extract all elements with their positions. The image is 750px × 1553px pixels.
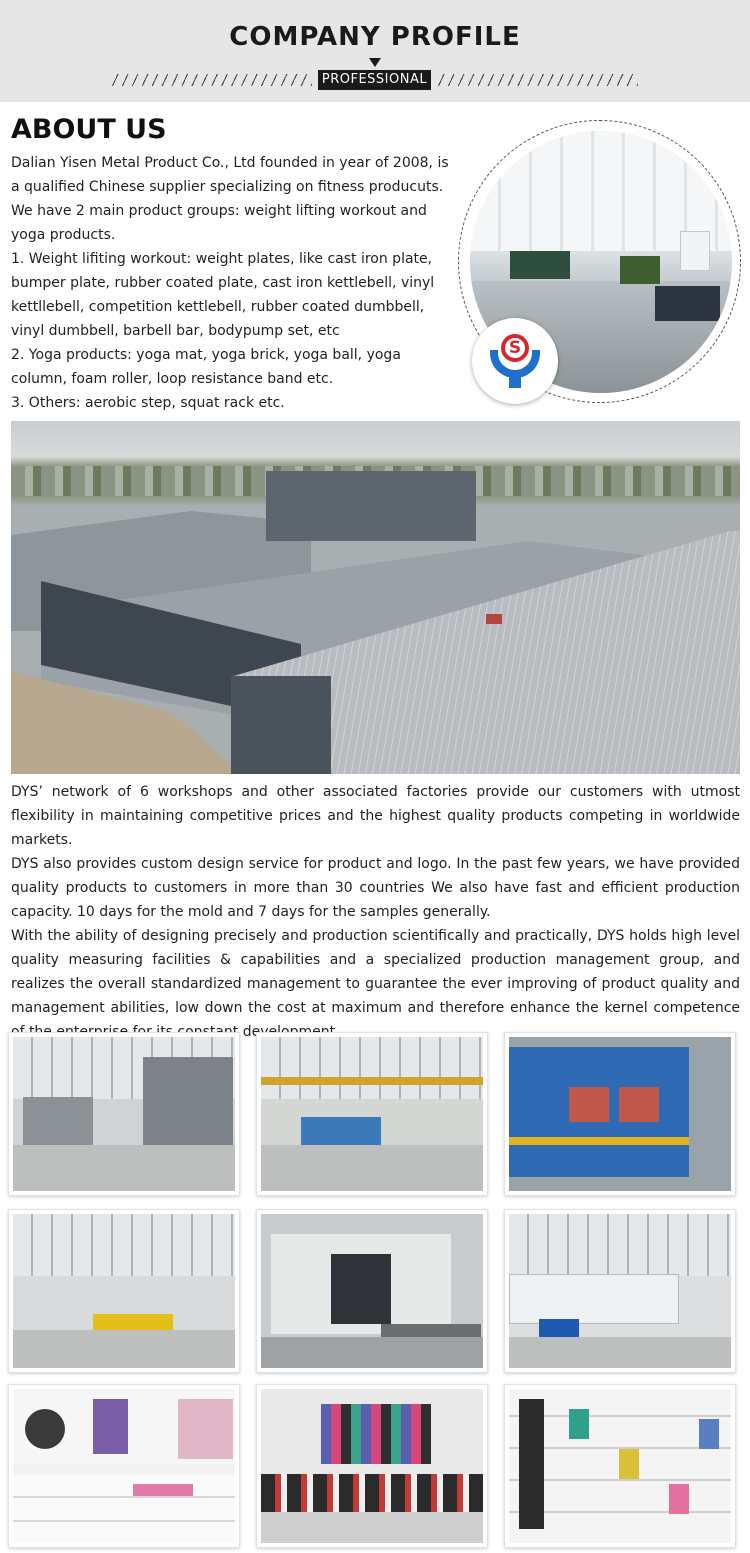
poster-mat-roll bbox=[25, 1409, 65, 1449]
photo-floor bbox=[261, 1337, 483, 1368]
photo-floor bbox=[13, 1330, 235, 1369]
description-paragraph: With the ability of designing precisely and production scientifically and practically, DYS holds high level quality measuring facilities & capabilities and a specialized production management group, and realizes the overall standardized management to guarantee the ever improving of product quality and management abilities, low down the cost at maximum and therefore enhance the kernel competence bbox=[11, 928, 740, 1016]
showroom-photo-tile bbox=[504, 1384, 736, 1548]
company-description bbox=[11, 780, 740, 1044]
about-heading: ABOUT US bbox=[11, 114, 167, 145]
mat-rack bbox=[321, 1404, 431, 1464]
black-mats bbox=[519, 1399, 544, 1529]
pink-mat bbox=[669, 1484, 689, 1514]
description-paragraph: DYS also provides custom design service for product and logo. In the past few years, we have provided quality products to customers in more than 30 countries We also have fast and efficient production capacity. 10 days for the mold and 7 days for the samples generally. bbox=[11, 856, 740, 920]
showroom-photo bbox=[509, 1389, 731, 1543]
logo-stem bbox=[509, 376, 521, 388]
poster-model bbox=[178, 1399, 233, 1459]
aerial-roof-hatch bbox=[486, 614, 502, 624]
photo-ceiling bbox=[261, 1037, 483, 1099]
factory-photo-tile bbox=[8, 1209, 240, 1373]
conveyor-rail bbox=[509, 1137, 689, 1145]
oven-door bbox=[619, 1087, 659, 1122]
page-title: COMPANY PROFILE bbox=[229, 22, 521, 52]
company-logo bbox=[472, 318, 558, 404]
blue-mat bbox=[699, 1419, 719, 1449]
factory-photo bbox=[261, 1037, 483, 1191]
divider-hatch-left bbox=[112, 74, 312, 86]
about-paragraph: Dalian Yisen Metal Product Co., Ltd founded in year of 2008, is a qualified Chinese supplier specializing on fitness producuts. bbox=[11, 155, 449, 195]
factory-photo bbox=[13, 1214, 235, 1368]
showroom-photo bbox=[13, 1389, 235, 1543]
factory-photo-tile bbox=[8, 1032, 240, 1196]
section-header bbox=[0, 0, 750, 102]
factory-photo bbox=[261, 1214, 483, 1368]
showroom-photo-tile bbox=[256, 1384, 488, 1548]
yellow-mat bbox=[619, 1449, 639, 1479]
photo-floor bbox=[261, 1145, 483, 1191]
aerial-tower bbox=[266, 471, 476, 541]
aerial-wall-front bbox=[231, 676, 331, 774]
teal-mat bbox=[569, 1409, 589, 1439]
photo-crate bbox=[655, 286, 720, 321]
equipment-rows bbox=[261, 1474, 483, 1514]
oven-door bbox=[569, 1087, 609, 1122]
factory-photo bbox=[13, 1037, 235, 1191]
factory-photo-tile bbox=[504, 1032, 736, 1196]
factory-photo bbox=[509, 1214, 731, 1368]
logo-s-mark: S bbox=[501, 334, 529, 362]
photo-floor bbox=[13, 1145, 235, 1191]
factory-photo-tile bbox=[256, 1032, 488, 1196]
factory-photo-tile bbox=[256, 1209, 488, 1373]
photo-door bbox=[680, 231, 710, 271]
photo-ceiling bbox=[509, 1214, 731, 1276]
about-paragraph: We have 2 main product groups: weight lifting workout and yoga products. bbox=[11, 203, 427, 243]
machine-panel bbox=[331, 1254, 391, 1324]
factory-photo-tile bbox=[504, 1209, 736, 1373]
production-line bbox=[509, 1274, 679, 1324]
section-subtitle-badge: PROFESSIONAL bbox=[318, 70, 431, 90]
arrow-down-icon bbox=[369, 58, 381, 67]
about-paragraph: 3. Others: aerobic step, squat rack etc. bbox=[11, 395, 285, 411]
photo-mat-stack bbox=[510, 251, 570, 279]
factory-aerial-photo bbox=[11, 421, 740, 774]
photo-floor bbox=[261, 1512, 483, 1543]
pink-mat bbox=[133, 1484, 193, 1496]
poster-mats bbox=[93, 1399, 128, 1454]
display-shelves bbox=[13, 1474, 235, 1543]
photo-mat-stack bbox=[620, 256, 660, 284]
crane-beam bbox=[261, 1077, 483, 1085]
factory-photo bbox=[509, 1037, 731, 1191]
about-paragraph: 2. Yoga products: yoga mat, yoga brick, yoga ball, yoga column, foam roller, loop resistance band etc. bbox=[11, 347, 401, 387]
description-paragraph: DYS’ network of 6 workshops and other associated factories provide our customers with utmost flexibility in maintaining competitive prices and the highest quality products competing in worldwide markets. bbox=[11, 784, 740, 848]
about-paragraph: 1. Weight lifiting workout: weight plates, like cast iron plate, bumper plate, rubber coated plate, cast iron kettlebell, vinyl kettllebell, competition kettlebell, rubber coated dumbbell, vinyl dumbbell, barbell bar, bodypump set, etc bbox=[11, 251, 435, 339]
showroom-photo-tile bbox=[8, 1384, 240, 1548]
photo-floor bbox=[509, 1337, 731, 1368]
showroom-photo bbox=[261, 1389, 483, 1543]
photo-ceiling bbox=[13, 1214, 235, 1276]
about-text bbox=[11, 151, 451, 415]
divider-hatch-right bbox=[438, 74, 638, 86]
